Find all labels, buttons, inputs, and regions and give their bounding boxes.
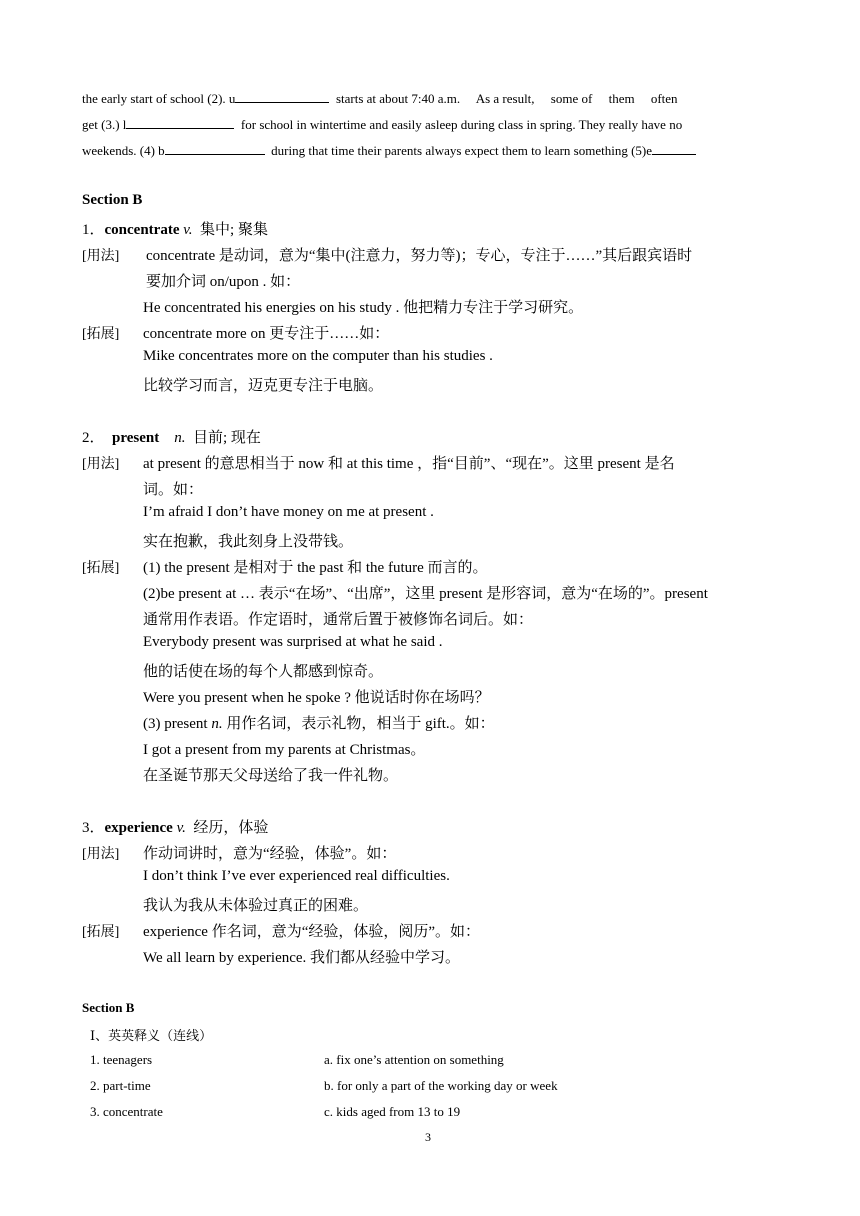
- extension-line: (1) the present 是相对于 the past 和 the future 而言的。: [143, 560, 488, 576]
- usage-line: 我认为我从未体验过真正的困难。: [143, 898, 369, 914]
- extension-tag: [拓展]: [82, 925, 120, 940]
- usage-line: 作动词讲时，意为“经验，体验”。如：: [143, 846, 397, 862]
- extension-line: Mike concentrates more on the computer than his studies .: [143, 348, 493, 364]
- match-left-item: 2. part-time: [90, 1078, 151, 1093]
- vocab-item-experience-heading: 3．experience v. 经历，体验: [82, 820, 269, 836]
- extension-line: concentrate more on 更专注于……如：: [143, 326, 390, 342]
- section-b-heading: Section B: [82, 192, 143, 208]
- extension-line: Were you present when he spoke ? 他说话时你在场吗？: [143, 690, 490, 706]
- extension-line: 在圣诞节那天父母送给了我一件礼物。: [143, 768, 399, 784]
- passage-line-1: the early start of school (2). u starts at about 7:40 a.m. As a result, some of them often: [82, 91, 678, 106]
- blank-2: [235, 90, 329, 103]
- match-right-item: c. kids aged from 13 to 19: [324, 1104, 461, 1119]
- extension-line: 比较学习而言，迈克更专注于电脑。: [143, 378, 384, 394]
- usage-tag: [用法]: [82, 457, 120, 472]
- exercise-section-heading: Section B: [82, 1000, 135, 1015]
- usage-line: 要加介词 on/upon . 如：: [146, 274, 301, 290]
- extension-line: experience 作名词，意为“经验，体验，阅历”。如：: [143, 924, 481, 940]
- match-right-item: b. for only a part of the working day or week: [324, 1078, 558, 1093]
- usage-tag: [用法]: [82, 249, 120, 264]
- extension-line: 他的话使在场的每个人都感到惊奇。: [143, 664, 384, 680]
- blank-5: [652, 142, 696, 155]
- passage-line-3: weekends. (4) b during that time their parents always expect them to learn something (5)e: [82, 142, 696, 159]
- extension-line: Everybody present was surprised at what he said .: [143, 634, 443, 650]
- vocab-item-concentrate-heading: 1．concentrate v. 集中; 聚集: [82, 222, 268, 238]
- usage-line: I’m afraid I don’t have money on me at present .: [143, 504, 434, 520]
- exercise-subtitle: Ⅰ、英英释义（连线）: [90, 1028, 213, 1043]
- match-left-item: 3. concentrate: [90, 1104, 163, 1119]
- extension-line: I got a present from my parents at Christmas。: [143, 742, 426, 758]
- usage-line: at present 的意思相当于 now 和 at this time ，指“目前”、“现在”。这里 present 是名: [143, 456, 675, 472]
- blank-4: [165, 142, 265, 155]
- passage-line-2: get (3.) l for school in wintertime and easily asleep during class in spring. They really have no: [82, 117, 683, 132]
- extension-line: 通常用作表语。作定语时，通常后置于被修饰名词后。如：: [143, 612, 534, 628]
- page-number: 3: [425, 1130, 431, 1144]
- extension-line: (2)be present at … 表示“在场”、“出席”，这里 present 是形容词，意为“在场的”。present: [143, 586, 708, 602]
- match-right-item: a. fix one’s attention on something: [324, 1052, 504, 1067]
- extension-line: (3) present n. 用作名词，表示礼物，相当于 gift.。如：: [143, 716, 495, 732]
- usage-line: He concentrated his energies on his study . 他把精力专注于学习研究。: [143, 300, 584, 316]
- usage-line: 实在抱歉，我此刻身上没带钱。: [143, 534, 354, 550]
- extension-tag: [拓展]: [82, 561, 120, 576]
- usage-line: 词。如：: [143, 482, 204, 498]
- usage-line: I don’t think I’ve ever experienced real difficulties.: [143, 868, 450, 884]
- usage-line: concentrate 是动词，意为“集中(注意力，努力等)；专心，专注于……”其后跟宾语时: [146, 248, 693, 264]
- match-left-item: 1. teenagers: [90, 1052, 153, 1067]
- blank-3: [126, 116, 234, 129]
- extension-tag: [拓展]: [82, 327, 120, 342]
- vocab-item-present-heading: 2． present n. 目前; 现在: [82, 430, 261, 446]
- extension-line: We all learn by experience. 我们都从经验中学习。: [143, 950, 461, 966]
- usage-tag: [用法]: [82, 847, 120, 862]
